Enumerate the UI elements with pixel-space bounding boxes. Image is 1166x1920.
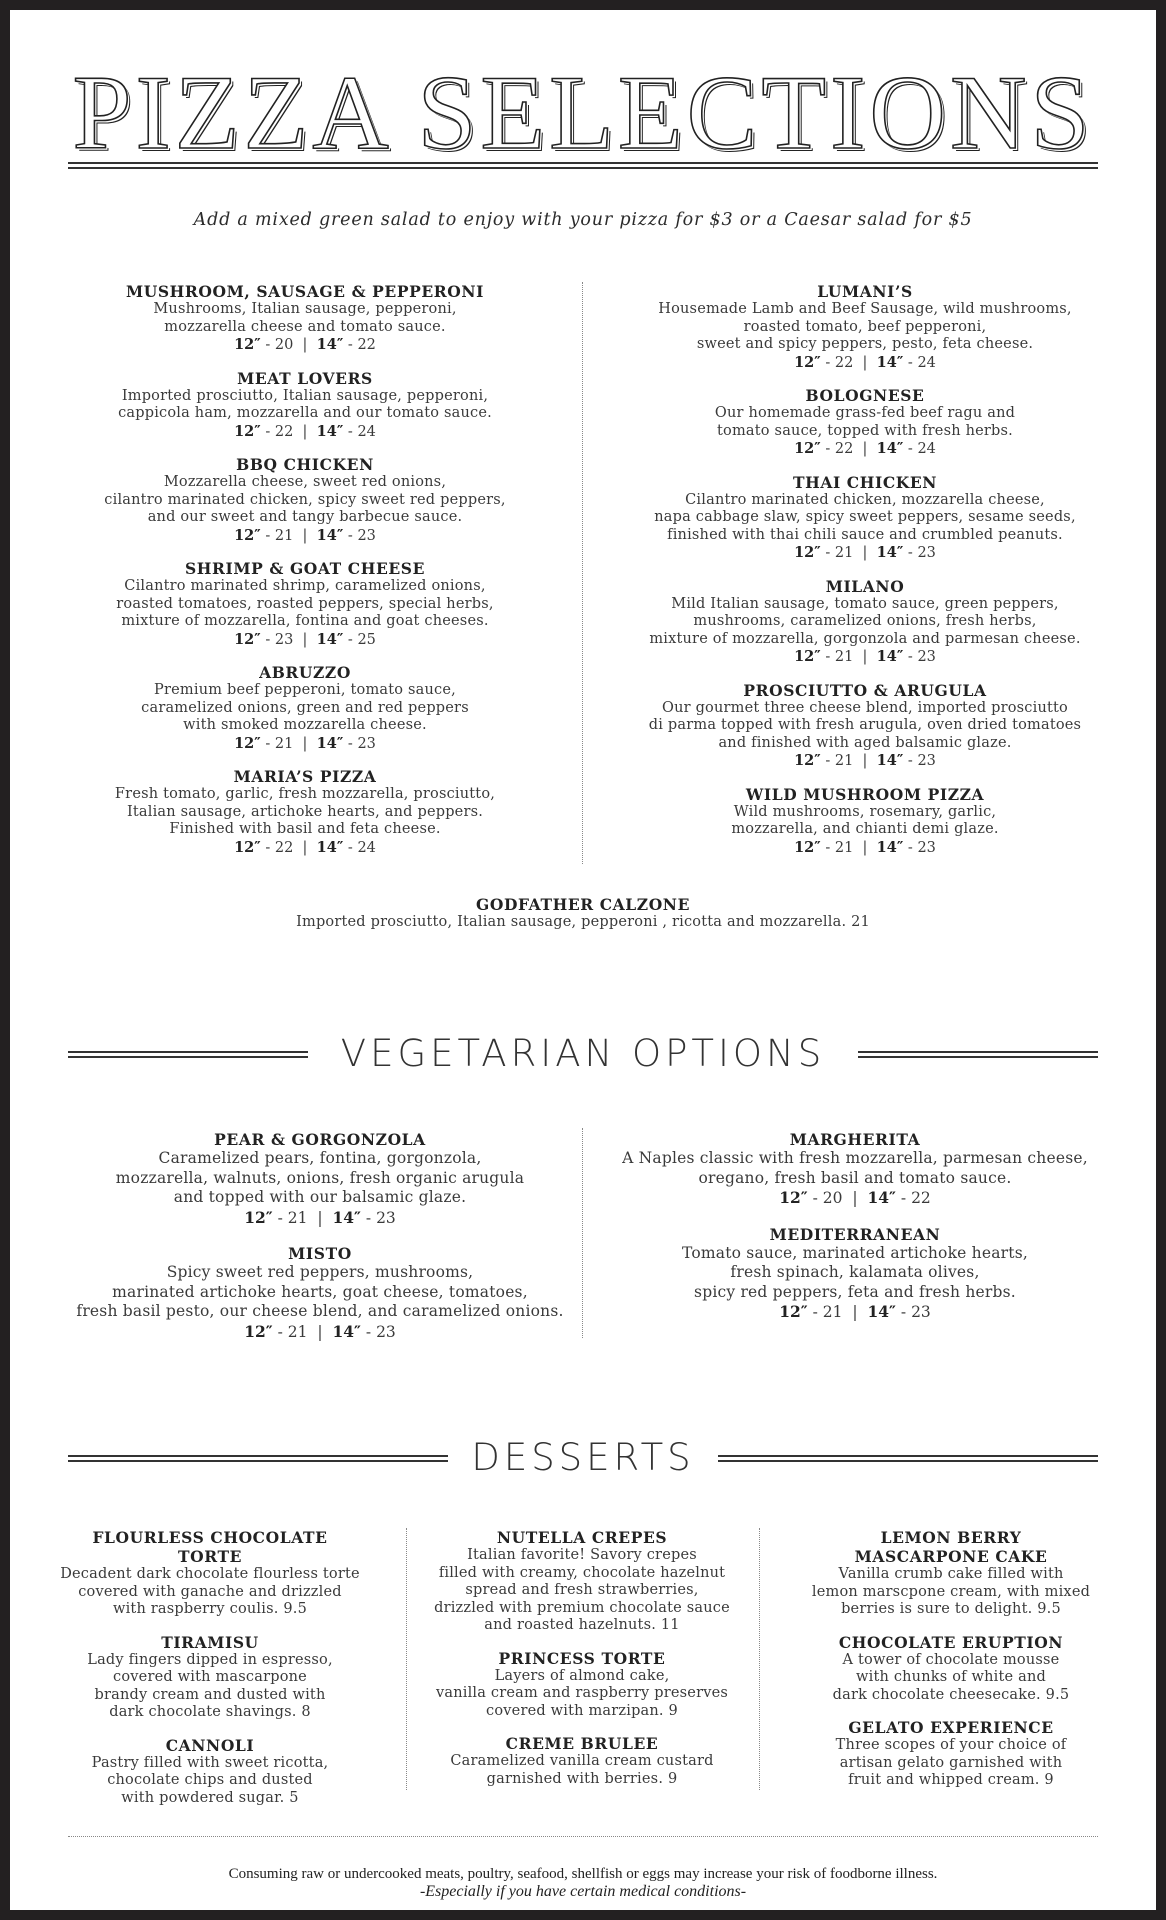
item-description: Tomato sauce, marinated artichoke hearts, fresh spinach, kalamata olives, spicy red peppers, feta and fresh herbs.: [682, 1243, 1028, 1301]
item-name: TIRAMISU: [161, 1632, 259, 1652]
menu-item: [60, 1633, 360, 1722]
price-14: 24: [357, 839, 376, 856]
price-12: 21: [834, 839, 854, 856]
item-name: GODFATHER CALZONE: [476, 895, 690, 914]
price-12: 21: [834, 753, 854, 769]
calzone-item: [10, 895, 1156, 932]
item-prices: 12″ - 21 | 14″ - 23: [234, 526, 376, 544]
menu-item: [70, 1130, 570, 1228]
desserts-column-2: [422, 1528, 742, 1802]
vegetarian-column-divider: [582, 1128, 583, 1338]
item-description: Wild mushrooms, rosemary, garlic, mozzarella, and chianti demi glaze.: [731, 803, 999, 837]
vegetarian-rule-left: [68, 1051, 308, 1058]
price-14: 23: [917, 753, 936, 769]
item-description: Layers of almond cake, vanilla cream and raspberry preserves covered with marzipan. 9: [435, 1667, 729, 1719]
item-description: Premium beef pepperoni, tomato sauce, caramelized onions, green and red peppers with smoked mozzarella cheese.: [141, 682, 469, 733]
item-name: MEAT LOVERS: [237, 368, 373, 388]
size-12-label: 12″: [794, 544, 821, 561]
size-14-label: 14″: [876, 353, 904, 371]
price-12: 22: [274, 839, 294, 856]
menu-item: [610, 577, 1120, 667]
price-12: 21: [274, 527, 294, 544]
size-14-label: 14″: [876, 544, 904, 561]
item-description: Pastry filled with sweet ricotta, chocolate chips and dusted with powdered sugar. 5: [91, 1754, 329, 1806]
item-prices: 12″ - 20 | 14″ - 22: [234, 336, 376, 353]
price-14: 23: [917, 839, 936, 856]
price-14: 23: [376, 1208, 396, 1227]
price-14: 22: [911, 1189, 931, 1207]
menu-item: [786, 1718, 1116, 1790]
item-prices: 12″ - 21 | 14″ - 23: [244, 1321, 396, 1341]
size-14-label: 14″: [316, 630, 344, 648]
size-12-label: 12″: [794, 752, 821, 769]
item-prices: 12″ - 22 | 14″ - 24: [234, 422, 376, 440]
item-description: A Naples classic with fresh mozzarella, parmesan cheese, oregano, fresh basil and tomato sauce.: [622, 1149, 1088, 1187]
item-description: Housemade Lamb and Beef Sausage, wild mushrooms, roasted tomato, beef pepperoni, sweet and spicy peppers, pesto, feta cheese.: [658, 301, 1072, 352]
size-12-label: 12″: [794, 353, 821, 371]
item-name: MUSHROOM, SAUSAGE & PEPPERONI: [126, 282, 484, 301]
size-12-label: 12″: [234, 526, 261, 544]
item-prices: 12″ - 21 | 14″ - 23: [794, 752, 936, 769]
vegetarian-column-left: [70, 1130, 570, 1358]
price-12: 22: [834, 354, 854, 371]
menu-item: [610, 282, 1120, 372]
menu-item: [610, 681, 1120, 771]
item-description: Three scopes of your choice of artisan gelato garnished with fruit and whipped cream. 9: [835, 1737, 1067, 1788]
item-name: MARGHERITA: [789, 1130, 921, 1149]
size-12-label: 12″: [794, 440, 821, 457]
menu-item: [600, 1130, 1110, 1209]
price-12: 23: [274, 631, 294, 648]
menu-page: [10, 10, 1156, 1910]
menu-item: [60, 1736, 360, 1808]
item-name: BOLOGNESE: [805, 386, 925, 405]
menu-item: [50, 663, 560, 753]
price-14: 23: [376, 1322, 396, 1341]
price-14: 23: [911, 1303, 931, 1321]
size-12-label: 12″: [779, 1302, 808, 1321]
item-name: MARIA’S PIZZA: [233, 767, 377, 786]
item-description: Imported prosciutto, Italian sausage, pepperoni, cappicola ham, mozzarella and our tomato sauce.: [118, 387, 492, 421]
size-12-label: 12″: [244, 1207, 273, 1227]
size-12-label: 12″: [244, 1321, 273, 1341]
item-name: CANNOLI: [165, 1735, 255, 1755]
menu-item: [50, 455, 560, 545]
item-name: GELATO EXPERIENCE: [848, 1718, 1054, 1737]
footer: [10, 1865, 1156, 1901]
item-prices: 12″ - 21 | 14″ - 23: [779, 1302, 931, 1321]
item-prices: 12″ - 21 | 14″ - 23: [244, 1207, 396, 1227]
item-prices: 12″ - 22 | 14″ - 24: [794, 353, 936, 371]
item-prices: 12″ - 20 | 14″ - 22: [779, 1188, 931, 1207]
size-12-label: 12″: [234, 838, 261, 856]
item-prices: 12″ - 21 | 14″ - 23: [234, 734, 376, 752]
desserts-title: DESSERTS: [471, 1436, 695, 1479]
title-rule: [68, 162, 1098, 169]
item-description: Our homemade grass-fed beef ragu and tomato sauce, topped with fresh herbs.: [714, 405, 1016, 439]
price-12: 20: [822, 1189, 843, 1207]
price-12: 21: [287, 1322, 308, 1341]
price-14: 22: [357, 337, 376, 353]
menu-item: [422, 1528, 742, 1635]
footer-note: -Especially if you have certain medical conditions-: [419, 1883, 747, 1900]
item-description: Caramelized vanilla cream custard garnished with berries. 9: [450, 1753, 714, 1787]
item-name: NUTELLA CREPES: [496, 1528, 668, 1547]
vegetarian-column-right: [600, 1130, 1110, 1339]
item-name: LEMON BERRY MASCARPONE CAKE: [854, 1528, 1048, 1566]
footer-divider: [68, 1836, 1098, 1837]
price-14: 23: [357, 735, 376, 752]
size-14-label: 14″: [876, 752, 904, 769]
size-14-label: 14″: [316, 526, 344, 544]
item-name: BBQ CHICKEN: [236, 455, 374, 474]
size-14-label: 14″: [316, 734, 344, 752]
price-14: 23: [357, 527, 376, 544]
item-description: Cilantro marinated shrimp, caramelized onions, roasted tomatoes, roasted peppers, special herbs, mixture of mozzarella, fontina and goat cheeses.: [116, 578, 494, 629]
price-14: 24: [917, 354, 936, 371]
size-14-label: 14″: [876, 648, 904, 665]
pizza-column-divider: [582, 282, 583, 864]
vegetarian-title: VEGETARIAN OPTIONS: [340, 1032, 826, 1075]
menu-item: [610, 785, 1120, 858]
item-name: MEDITERRANEAN: [769, 1224, 941, 1244]
price-12: 21: [287, 1208, 308, 1227]
item-description: Our gourmet three cheese blend, imported prosciutto di parma topped with fresh arugula, oven dried tomatoes and finished with aged balsamic glaze.: [648, 699, 1082, 751]
item-description: Fresh tomato, garlic, fresh mozzarella, prosciutto, Italian sausage, artichoke hearts, and peppers. Finished with basil and feta cheese.: [114, 786, 496, 837]
size-14-label: 14″: [332, 1321, 361, 1341]
size-12-label: 12″: [794, 648, 821, 665]
menu-item: [610, 386, 1120, 459]
price-12: 22: [834, 441, 854, 457]
item-description: Lady fingers dipped in espresso, covered with mascarpone brandy cream and dusted with dark chocolate shavings. 8: [87, 1651, 333, 1720]
item-prices: 12″ - 22 | 14″ - 24: [794, 440, 936, 457]
item-name: MISTO: [288, 1244, 352, 1263]
menu-item: [50, 282, 560, 355]
size-12-label: 12″: [234, 734, 261, 752]
desserts-column-3: [786, 1528, 1116, 1804]
item-description: Mild Italian sausage, tomato sauce, green peppers, mushrooms, caramelized onions, fresh herbs, mixture of mozzarella, gorgonzola and parmesan cheese.: [649, 595, 1081, 647]
vegetarian-rule-right: [858, 1051, 1098, 1058]
size-12-label: 12″: [779, 1188, 808, 1207]
size-14-label: 14″: [316, 838, 344, 856]
item-name: PEAR & GORGONZOLA: [214, 1130, 426, 1149]
size-14-label: 14″: [316, 422, 344, 440]
menu-item: [422, 1649, 742, 1721]
item-name: SHRIMP & GOAT CHEESE: [184, 559, 426, 578]
desserts-divider-2: [759, 1528, 760, 1790]
price-14: 23: [917, 649, 936, 665]
menu-item: [60, 1528, 360, 1619]
menu-item: [50, 559, 560, 649]
item-name: LUMANI’S: [817, 282, 913, 301]
menu-item: [786, 1528, 1116, 1619]
size-12-label: 12″: [234, 336, 261, 353]
price-14: 24: [917, 441, 936, 457]
size-14-label: 14″: [876, 838, 904, 856]
price-12: 21: [822, 1303, 843, 1321]
item-prices: 12″ - 21 | 14″ - 23: [794, 648, 936, 665]
item-description: Vanilla crumb cake filled with lemon marscpone cream, with mixed berries is sure to delight. 9.5: [811, 1566, 1091, 1617]
item-description: A tower of chocolate mousse with chunks of white and dark chocolate cheesecake. 9.5: [832, 1651, 1070, 1703]
price-14: 25: [357, 631, 376, 648]
price-12: 22: [274, 423, 294, 440]
desserts-rule-right: [718, 1455, 1098, 1462]
item-description: Imported prosciutto, Italian sausage, pepperoni , ricotta and mozzarella. 21: [296, 914, 870, 930]
price-14: 24: [357, 423, 376, 440]
price-12: 21: [834, 649, 854, 665]
item-name: CHOCOLATE ERUPTION: [838, 1632, 1064, 1652]
item-name: PROSCIUTTO & ARUGULA: [743, 680, 987, 700]
page-title: PIZZA SELECTIONS: [72, 54, 1094, 171]
footer-warning: Consuming raw or undercooked meats, poultry, seafood, shellfish or eggs may increase your risk of foodborne illness.: [228, 1866, 938, 1882]
price-12: 21: [834, 545, 854, 561]
size-14-label: 14″: [876, 440, 904, 457]
size-12-label: 12″: [234, 422, 261, 440]
desserts-column-1: [60, 1528, 360, 1821]
price-14: 23: [917, 545, 936, 561]
item-prices: 12″ - 21 | 14″ - 23: [794, 838, 936, 856]
size-12-label: 12″: [234, 630, 261, 648]
item-name: ABRUZZO: [259, 663, 351, 682]
item-description: Cilantro marinated chicken, mozzarella cheese, napa cabbage slaw, spicy sweet peppers, sesame seeds, finished with thai chili sauce and crumbled peanuts.: [654, 491, 1076, 543]
price-12: 20: [274, 337, 294, 353]
item-prices: 12″ - 21 | 14″ - 23: [794, 544, 936, 561]
pizza-column-right: [610, 282, 1120, 871]
item-name: MILANO: [825, 576, 905, 596]
item-description: Decadent dark chocolate flourless torte covered with ganache and drizzled with raspberry coulis. 9.5: [60, 1566, 360, 1617]
menu-item: [50, 369, 560, 442]
item-name: WILD MUSHROOM PIZZA: [745, 784, 985, 804]
size-14-label: 14″: [867, 1302, 896, 1321]
menu-item: [786, 1633, 1116, 1705]
item-description: Mushrooms, Italian sausage, pepperoni, mozzarella cheese and tomato sauce.: [153, 301, 457, 335]
item-description: Mozzarella cheese, sweet red onions, cilantro marinated chicken, spicy sweet red peppers, and our sweet and tangy barbecue sauce.: [104, 474, 506, 525]
item-description: Spicy sweet red peppers, mushrooms, marinated artichoke hearts, goat cheese, tomatoes, fresh basil pesto, our cheese blend, and caramelized onions.: [76, 1263, 564, 1320]
item-name: THAI CHICKEN: [792, 472, 938, 492]
item-name: FLOURLESS CHOCOLATE TORTE: [92, 1528, 328, 1566]
price-12: 21: [274, 735, 294, 752]
menu-item: [610, 473, 1120, 563]
menu-item: [50, 767, 560, 857]
pizza-column-left: [50, 282, 560, 871]
item-prices: 12″ - 22 | 14″ - 24: [234, 838, 376, 856]
menu-item: [600, 1225, 1110, 1323]
item-name: PRINCESS TORTE: [498, 1648, 666, 1668]
desserts-rule-left: [68, 1455, 448, 1462]
size-14-label: 14″: [316, 336, 344, 353]
item-description: Italian favorite! Savory crepes filled with creamy, chocolate hazelnut spread and fresh strawberries, drizzled with premium chocolate sauce and roasted hazelnuts. 11: [434, 1547, 730, 1633]
item-prices: 12″ - 23 | 14″ - 25: [234, 630, 376, 648]
item-description: Caramelized pears, fontina, gorgonzola, mozzarella, walnuts, onions, fresh organic arugula and topped with our balsamic glaze.: [115, 1149, 525, 1206]
item-name: CREME BRULEE: [505, 1734, 659, 1753]
size-14-label: 14″: [867, 1188, 896, 1207]
salad-tagline: Add a mixed green salad to enjoy with your pizza for $3 or a Caesar salad for $5: [193, 210, 973, 230]
size-14-label: 14″: [332, 1207, 361, 1227]
menu-item: [70, 1244, 570, 1342]
menu-item: [422, 1734, 742, 1788]
size-12-label: 12″: [794, 838, 821, 856]
desserts-divider-1: [406, 1528, 407, 1790]
